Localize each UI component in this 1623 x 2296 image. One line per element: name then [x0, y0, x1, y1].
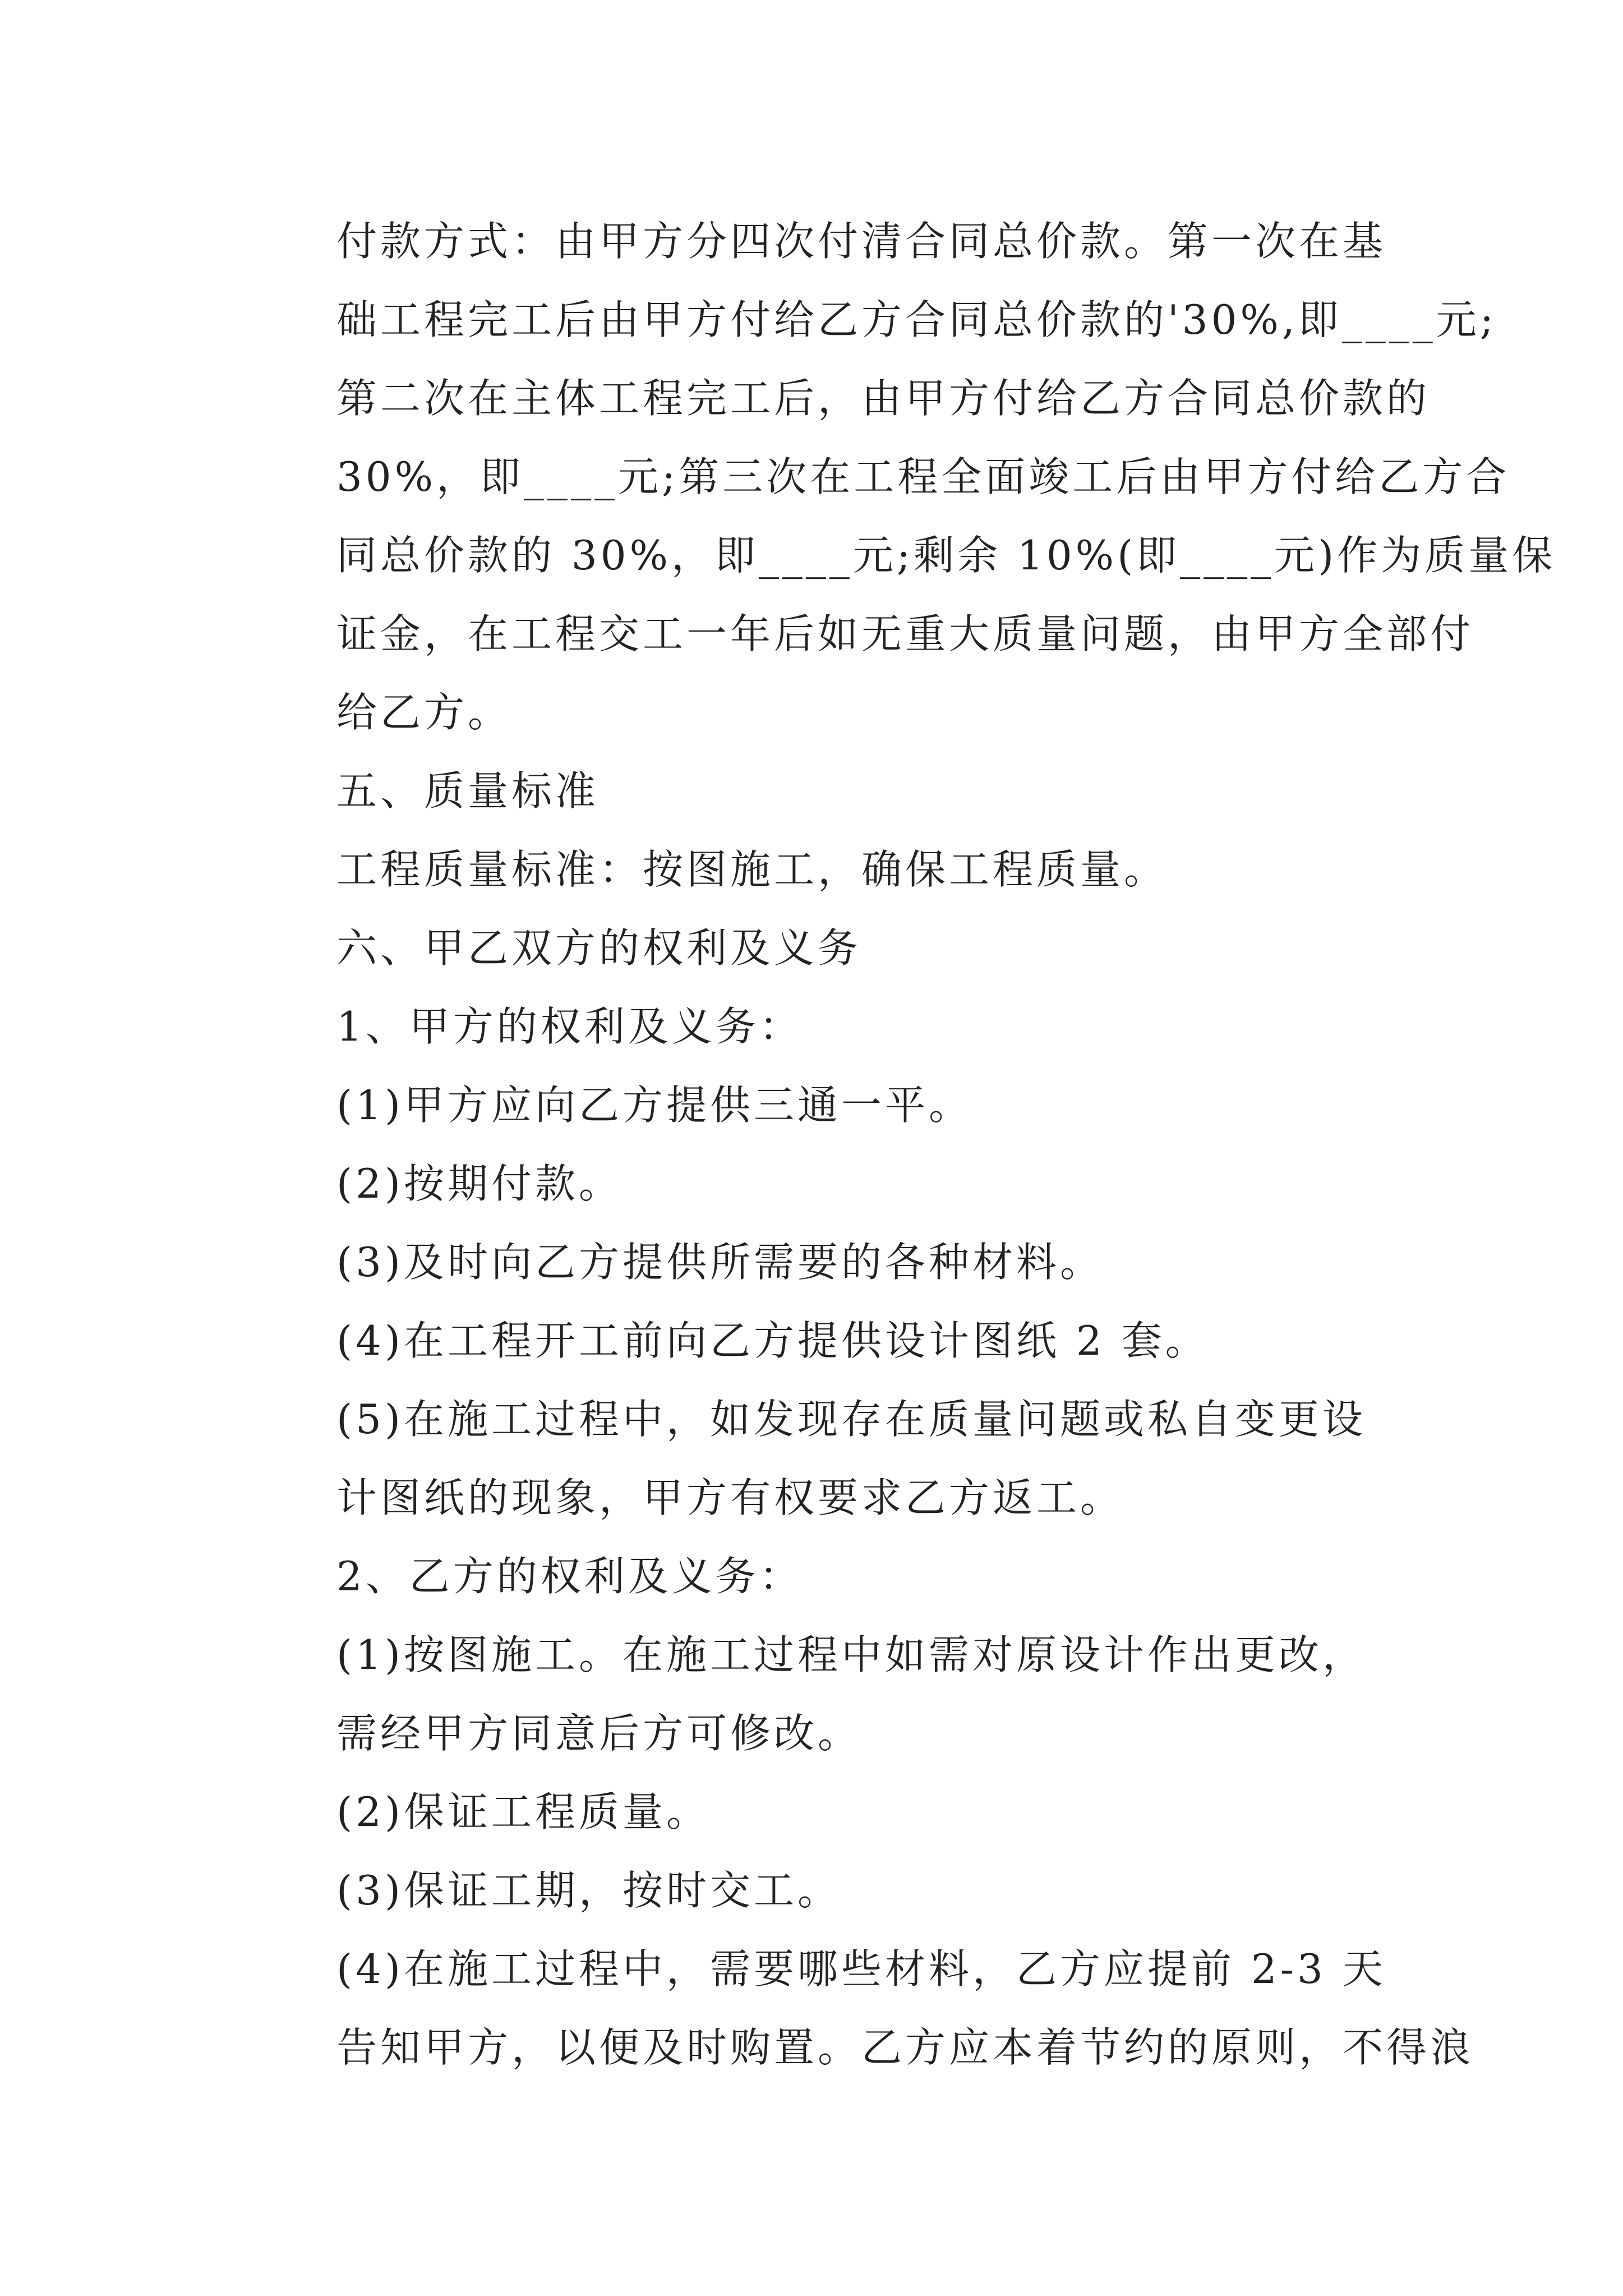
text-line: 告知甲方，以便及时购置。乙方应本着节约的原则，不得浪 — [336, 2024, 1474, 2071]
text-line: 1、甲方的权利及义务： — [336, 1003, 803, 1050]
paragraph-party-a-item-2 — [247, 1144, 1391, 1223]
text-line: 工程质量标准：按图施工，确保工程质量。 — [336, 846, 1168, 893]
paragraph-quality-standard — [247, 830, 1391, 909]
text-line: (2)按期付款。 — [336, 1160, 623, 1207]
text-line: 证金，在工程交工一年后如无重大质量问题，由甲方全部付 — [336, 610, 1474, 657]
document-body — [247, 202, 1556, 2087]
text-line: 需经甲方同意后方可修改。 — [336, 1710, 862, 1757]
paragraph-party-b-item-3 — [247, 1851, 1391, 1930]
paragraph-party-b-heading — [247, 1537, 1391, 1616]
text-line: 计图纸的现象，甲方有权要求乙方返工。 — [336, 1474, 1124, 1521]
paragraph-section-5-heading — [247, 752, 1391, 830]
text-line: 第二次在主体工程完工后，由甲方付给乙方合同总价款的 — [336, 375, 1431, 422]
text-line: (1)甲方应向乙方提供三通一平。 — [336, 1082, 972, 1129]
text-line: (2)保证工程质量。 — [336, 1788, 710, 1835]
paragraph-party-a-heading — [247, 987, 1391, 1066]
text-line: 付款方式：由甲方分四次付清合同总价款。第一次在基 — [336, 218, 1387, 265]
paragraph-section-6-heading — [247, 909, 1391, 987]
paragraph-payment-method — [247, 202, 1556, 752]
text-line: 六、甲乙双方的权利及义务 — [336, 924, 862, 972]
paragraph-party-a-item-5 — [247, 1380, 1391, 1537]
text-line: 础工程完工后由甲方付给乙方合同总价款的'30%,即____元; — [336, 296, 1497, 343]
paragraph-party-a-item-3 — [247, 1223, 1391, 1301]
text-line: 30%，即____元;第三次在工程全面竣工后由甲方付给乙方合 — [336, 453, 1510, 500]
paragraph-party-b-item-4 — [247, 1930, 1474, 2087]
paragraph-party-a-item-4 — [247, 1301, 1391, 1380]
text-line: (4)在施工过程中，需要哪些材料，乙方应提前 2-3 天 — [336, 1945, 1386, 1993]
text-line: (3)保证工期，按时交工。 — [336, 1867, 841, 1914]
text-line: 五、质量标准 — [336, 767, 600, 815]
text-line: (1)按图施工。在施工过程中如需对原设计作出更改， — [336, 1631, 1366, 1678]
paragraph-party-a-item-1 — [247, 1066, 1391, 1144]
paragraph-party-b-item-2 — [247, 1773, 1391, 1851]
text-line: 同总价款的 30%，即____元;剩余 10%(即____元)作为质量保 — [336, 532, 1556, 579]
paragraph-party-b-item-1 — [247, 1616, 1391, 1773]
text-line: (5)在施工过程中，如发现存在质量问题或私自变更设 — [336, 1396, 1366, 1443]
text-line: 给乙方。 — [336, 689, 512, 736]
text-line: (3)及时向乙方提供所需要的各种材料。 — [336, 1239, 1104, 1286]
text-line: (4)在工程开工前向乙方提供设计图纸 2 套。 — [336, 1317, 1209, 1364]
text-line: 2、乙方的权利及义务： — [336, 1553, 803, 1600]
